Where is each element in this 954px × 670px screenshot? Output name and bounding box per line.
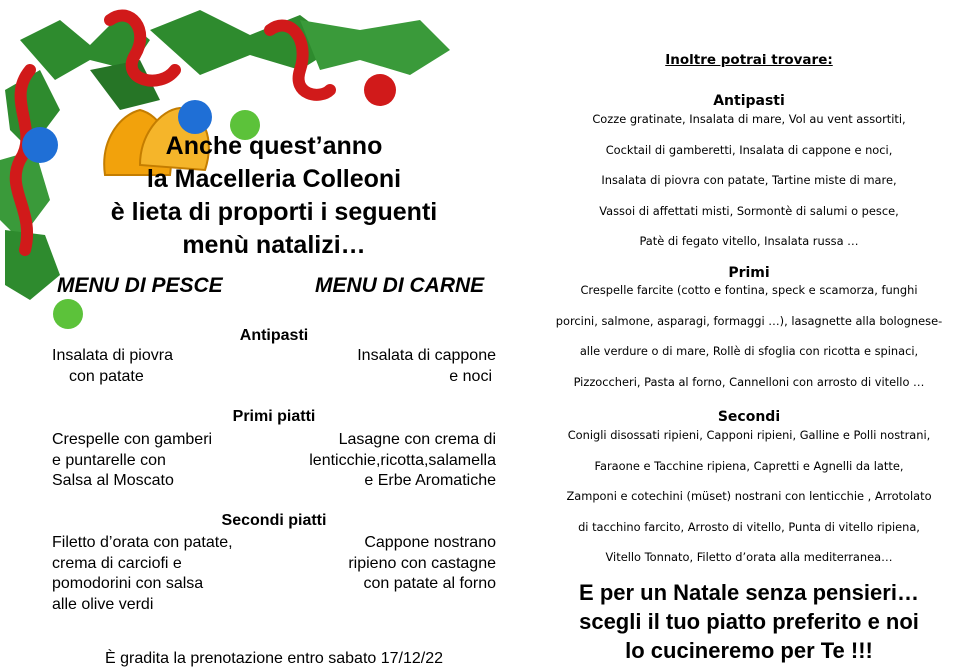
- closing-message: [526, 578, 954, 665]
- menu-line: e noci: [449, 367, 492, 385]
- list-item: Vitello Tonnato, Filetto d’orata alla mediterranea…: [605, 550, 893, 565]
- list-item: Patè di fegato vitello, Insalata russa …: [639, 234, 859, 249]
- closing-line: E per un Natale senza pensieri…: [579, 580, 919, 605]
- carne-primi: [309, 430, 496, 492]
- menu-line: con patate al forno: [363, 575, 496, 593]
- section-title-secondi: Secondi piatti: [221, 512, 327, 529]
- right-column-title: Inoltre potrai trovare:: [665, 52, 833, 68]
- list-item: Cocktail di gamberetti, Insalata di cappone e noci,: [605, 142, 893, 157]
- section-title-antipasti: Antipasti: [239, 327, 309, 344]
- list-item: Cozze gratinate, Insalata di mare, Vol au vent assortiti,: [592, 112, 906, 126]
- reservation-note: È gradita la prenotazione entro sabato 17/12/22: [104, 650, 444, 667]
- closing-line: scegli il tuo piatto preferito e noi: [579, 609, 919, 634]
- carne-secondi: [348, 533, 496, 595]
- menu-line: con patate: [69, 367, 144, 385]
- carne-antipasti: [357, 346, 496, 387]
- menu-line: Cappone nostrano: [364, 534, 496, 551]
- menu-line: Insalata di cappone: [357, 347, 496, 364]
- section-title-primi: Primi piatti: [232, 408, 316, 425]
- list-item: Conigli disossati ripieni, Capponi ripieni, Galline e Polli nostrani,: [567, 428, 931, 442]
- pesce-antipasti: [52, 346, 173, 387]
- menu-line: crema di carciofi e: [52, 554, 182, 572]
- menu-line: Salsa al Moscato: [52, 472, 174, 490]
- menu-line: e puntarelle con: [52, 451, 166, 469]
- list-item: Insalata di piovra con patate, Tartine miste di mare,: [601, 173, 897, 188]
- headline: [0, 130, 548, 262]
- list-item: Zamponi e cotechini (müset) nostrani con lenticchie , Arrotolato: [566, 489, 932, 504]
- menu-pesce-title: MENU DI PESCE: [57, 274, 223, 297]
- headline-line: è lieta di proporti i seguenti: [110, 198, 438, 226]
- headline-line: Anche quest’anno: [165, 132, 383, 160]
- menu-line: Lasagne con crema di: [338, 431, 496, 448]
- menu-line: alle olive verdi: [52, 595, 154, 613]
- primi-heading: Primi: [728, 265, 770, 281]
- list-item: Pizzoccheri, Pasta al forno, Cannelloni con arrosto di vitello …: [573, 374, 925, 389]
- menu-line: lenticchie,ricotta,salamella: [309, 451, 496, 469]
- closing-line: lo cucineremo per Te !!!: [625, 638, 873, 663]
- list-item: di tacchino farcito, Arrosto di vitello, Punta di vitello ripiena,: [578, 519, 920, 534]
- menu-carne-title: MENU DI CARNE: [315, 274, 485, 297]
- menu-line: Insalata di piovra: [52, 347, 173, 364]
- list-item: Faraone e Tacchine ripiena, Capretti e Agnelli da latte,: [594, 458, 904, 473]
- headline-line: menù natalizi…: [182, 231, 366, 259]
- primi-list: [526, 275, 954, 397]
- antipasti-list: [526, 104, 954, 257]
- pesce-primi: [52, 430, 212, 492]
- secondi-list: [526, 420, 954, 573]
- menu-line: Filetto d’orata con patate,: [52, 534, 233, 551]
- secondi-heading: Secondi: [717, 409, 781, 425]
- list-item: alle verdure o di mare, Rollè di sfoglia con ricotta e spinaci,: [579, 344, 919, 359]
- list-item: Crespelle farcite (cotto e fontina, speck e scamorza, funghi: [580, 283, 918, 297]
- menu-line: ripieno con castagne: [348, 554, 496, 572]
- menu-line: e Erbe Aromatiche: [364, 472, 496, 490]
- antipasti-heading: Antipasti: [713, 93, 785, 109]
- list-item: porcini, salmone, asparagi, formaggi …), lasagnette alla bolognese-: [555, 313, 943, 328]
- pesce-secondi: [52, 533, 233, 615]
- menu-line: pomodorini con salsa: [52, 575, 204, 593]
- menu-line: Crespelle con gamberi: [52, 431, 213, 448]
- headline-line: la Macelleria Colleoni: [146, 165, 402, 193]
- list-item: Vassoi di affettati misti, Sormontè di salumi o pesce,: [599, 203, 899, 218]
